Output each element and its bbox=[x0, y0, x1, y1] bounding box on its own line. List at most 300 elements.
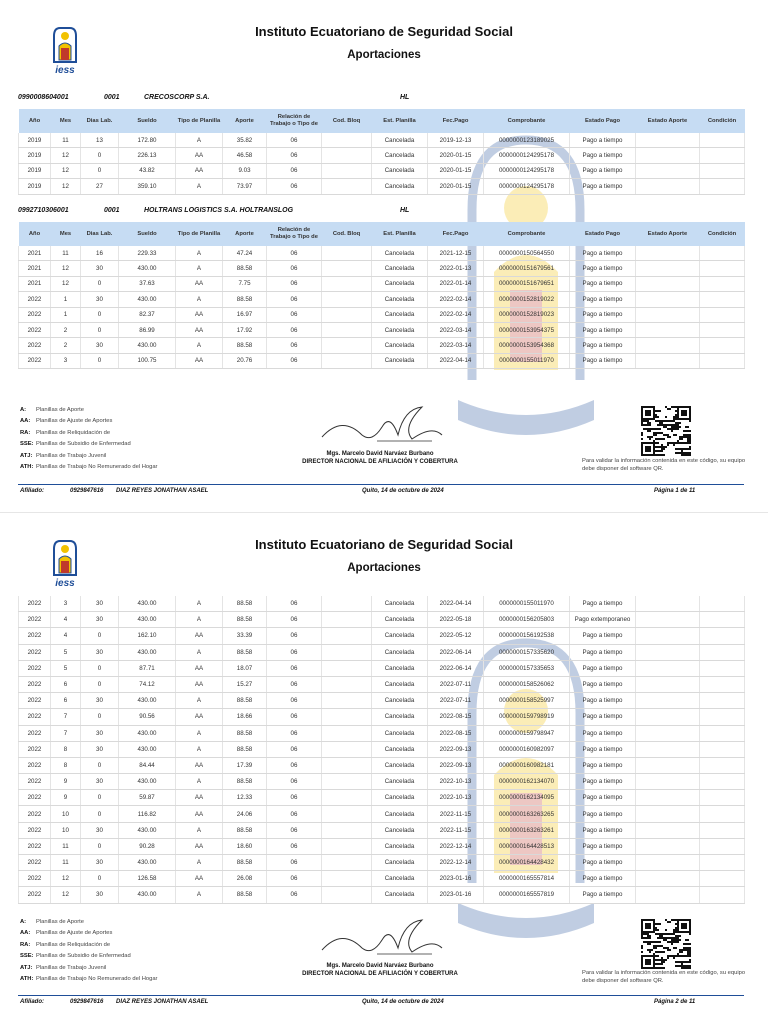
table-cell: 06 bbox=[267, 693, 322, 709]
table-cell: 2020-01-15 bbox=[428, 148, 484, 163]
table-cell: A bbox=[176, 292, 223, 307]
table-cell bbox=[700, 338, 745, 353]
table-cell: AA bbox=[176, 353, 223, 368]
table-cell: 430.00 bbox=[119, 644, 176, 660]
table-cell: 26.08 bbox=[223, 871, 267, 887]
table-cell: AA bbox=[176, 790, 223, 806]
table-cell: 0 bbox=[81, 757, 119, 773]
table-cell: 24.06 bbox=[223, 806, 267, 822]
table-cell bbox=[700, 163, 745, 178]
table-cell: 0 bbox=[81, 660, 119, 676]
table-cell: 12.33 bbox=[223, 790, 267, 806]
column-header: Año bbox=[19, 222, 51, 246]
table-cell: 30 bbox=[81, 887, 119, 903]
table-cell: AA bbox=[176, 628, 223, 644]
table-cell: 06 bbox=[267, 261, 322, 276]
table-cell: 06 bbox=[267, 855, 322, 871]
table-cell: 100.75 bbox=[119, 353, 176, 368]
table-cell: 74.12 bbox=[119, 676, 176, 692]
table-cell bbox=[322, 133, 372, 148]
column-header: Estado Pago bbox=[570, 222, 636, 246]
table-cell: AA bbox=[176, 871, 223, 887]
table-cell: 2022 bbox=[19, 822, 51, 838]
table-cell: 0000000124295178 bbox=[484, 163, 570, 178]
table-cell: A bbox=[176, 338, 223, 353]
table-cell: 0000000165557819 bbox=[484, 887, 570, 903]
logo-text: iess bbox=[55, 578, 75, 589]
table-cell bbox=[322, 790, 372, 806]
table-cell bbox=[322, 871, 372, 887]
table-cell: 2022-04-14 bbox=[428, 596, 484, 612]
table-cell: Pago a tiempo bbox=[570, 838, 636, 854]
table-cell bbox=[322, 628, 372, 644]
table-cell bbox=[700, 246, 745, 261]
table-cell: 2019 bbox=[19, 163, 51, 178]
signer-role: DIRECTOR NACIONAL DE AFILIACIÓN Y COBERTURA bbox=[302, 458, 458, 465]
table-cell: 2020-01-15 bbox=[428, 179, 484, 194]
table-cell: 06 bbox=[267, 790, 322, 806]
table-cell: 2019 bbox=[19, 148, 51, 163]
table-cell: 359.10 bbox=[119, 179, 176, 194]
table-cell: 90.56 bbox=[119, 709, 176, 725]
table-cell: 2022-12-14 bbox=[428, 838, 484, 854]
legend-item bbox=[20, 439, 157, 450]
table-cell bbox=[636, 887, 700, 903]
table-cell: 430.00 bbox=[119, 855, 176, 871]
employer-type: HL bbox=[400, 207, 410, 214]
table-row bbox=[19, 790, 745, 806]
table-cell: 0 bbox=[81, 676, 119, 692]
table-cell: Cancelada bbox=[372, 276, 428, 291]
table-cell: 30 bbox=[81, 725, 119, 741]
table-cell: Pago a tiempo bbox=[570, 660, 636, 676]
table-cell: 06 bbox=[267, 353, 322, 368]
footer-cedula: 0929847616 bbox=[70, 999, 104, 1005]
table-cell bbox=[700, 644, 745, 660]
report-title: Aportaciones bbox=[347, 562, 421, 574]
table-cell: 0000000163263265 bbox=[484, 806, 570, 822]
legend-item bbox=[20, 405, 157, 416]
column-header: Comprobante bbox=[484, 222, 570, 246]
table-cell: 88.58 bbox=[223, 887, 267, 903]
legend-key: RA: bbox=[20, 429, 31, 436]
table-cell: 0 bbox=[81, 163, 119, 178]
table-cell: 88.58 bbox=[223, 612, 267, 628]
table-row bbox=[19, 322, 745, 337]
table-cell: 06 bbox=[267, 838, 322, 854]
table-row bbox=[19, 838, 745, 854]
table-cell: 2022 bbox=[19, 838, 51, 854]
table-cell: 2022-06-14 bbox=[428, 660, 484, 676]
legend-item bbox=[20, 428, 157, 439]
qr-code-icon bbox=[641, 919, 691, 969]
table-cell bbox=[322, 725, 372, 741]
table-cell: 2022-07-11 bbox=[428, 676, 484, 692]
table-cell bbox=[636, 790, 700, 806]
legend-item bbox=[20, 940, 157, 951]
employer-code: 0001 bbox=[104, 207, 120, 214]
table-cell: 0000000164428513 bbox=[484, 838, 570, 854]
table-cell: AA bbox=[176, 322, 223, 337]
table-cell: 18.60 bbox=[223, 838, 267, 854]
table-cell: 0 bbox=[81, 353, 119, 368]
table-cell: Pago a tiempo bbox=[570, 353, 636, 368]
table-cell bbox=[700, 725, 745, 741]
table-cell: 430.00 bbox=[119, 741, 176, 757]
table-cell: 2022 bbox=[19, 353, 51, 368]
table-cell: Pago a tiempo bbox=[570, 276, 636, 291]
table-cell bbox=[700, 660, 745, 676]
table-cell: 2022 bbox=[19, 693, 51, 709]
table-cell: 82.37 bbox=[119, 307, 176, 322]
table-cell: 2022 bbox=[19, 887, 51, 903]
table-cell: Cancelada bbox=[372, 806, 428, 822]
table-row bbox=[19, 725, 745, 741]
table-cell: 88.58 bbox=[223, 644, 267, 660]
signature-image bbox=[282, 918, 478, 958]
table-cell: 0000000153954375 bbox=[484, 322, 570, 337]
table-cell: 2022-08-15 bbox=[428, 709, 484, 725]
table-cell bbox=[322, 276, 372, 291]
table-cell: 0000000157335620 bbox=[484, 644, 570, 660]
table-cell: 4 bbox=[51, 612, 81, 628]
table-cell: AA bbox=[176, 307, 223, 322]
table-cell: 2023-01-16 bbox=[428, 887, 484, 903]
table-cell: 2022 bbox=[19, 757, 51, 773]
table-cell: 06 bbox=[267, 628, 322, 644]
table-cell: 2021 bbox=[19, 276, 51, 291]
logo-text: iess bbox=[55, 65, 75, 76]
signature-block bbox=[240, 451, 520, 466]
table-cell: Pago a tiempo bbox=[570, 709, 636, 725]
table-cell: 2022-09-13 bbox=[428, 757, 484, 773]
table-cell: 430.00 bbox=[119, 887, 176, 903]
qr-instructions: Para validar la información contenida en este código, su equipo debe disponer del software QR. bbox=[582, 458, 746, 472]
table-cell: 116.82 bbox=[119, 806, 176, 822]
table-row bbox=[19, 644, 745, 660]
legend-key: SSE: bbox=[20, 953, 34, 960]
table-cell: 2 bbox=[51, 338, 81, 353]
table-cell: A bbox=[176, 246, 223, 261]
table-cell: 2022-10-13 bbox=[428, 790, 484, 806]
table-cell: 73.97 bbox=[223, 179, 267, 194]
table-cell: 30 bbox=[81, 774, 119, 790]
table-cell: 1 bbox=[51, 292, 81, 307]
column-header: Relación de Trabajo o Tipo de bbox=[267, 109, 322, 133]
table-cell: Pago a tiempo bbox=[570, 338, 636, 353]
table-cell: 229.33 bbox=[119, 246, 176, 261]
table-cell: Pago a tiempo bbox=[570, 790, 636, 806]
table-cell: 430.00 bbox=[119, 725, 176, 741]
table-row bbox=[19, 757, 745, 773]
table-cell: 1 bbox=[51, 307, 81, 322]
table-cell bbox=[636, 644, 700, 660]
table-cell: Cancelada bbox=[372, 709, 428, 725]
table-cell: 0000000160982181 bbox=[484, 757, 570, 773]
table-cell: 0000000165557814 bbox=[484, 871, 570, 887]
table-cell: Pago a tiempo bbox=[570, 741, 636, 757]
table-cell bbox=[636, 757, 700, 773]
table-cell bbox=[322, 660, 372, 676]
table-cell: 6 bbox=[51, 676, 81, 692]
table-cell: 12 bbox=[51, 179, 81, 194]
table-cell bbox=[636, 871, 700, 887]
table-cell bbox=[322, 292, 372, 307]
table-cell: 88.58 bbox=[223, 292, 267, 307]
employer-header bbox=[18, 94, 744, 106]
table-cell bbox=[322, 855, 372, 871]
table-cell: 30 bbox=[81, 338, 119, 353]
page-footer bbox=[18, 995, 744, 1010]
table-cell bbox=[700, 307, 745, 322]
table-cell: 4 bbox=[51, 628, 81, 644]
legend-text: Planillas de Aporte bbox=[36, 919, 85, 925]
legend bbox=[20, 917, 157, 985]
table-cell: Cancelada bbox=[372, 725, 428, 741]
table-cell: 0000000156205803 bbox=[484, 612, 570, 628]
table-cell: 06 bbox=[267, 644, 322, 660]
table-cell: 2022 bbox=[19, 596, 51, 612]
table-cell bbox=[700, 838, 745, 854]
legend-item bbox=[20, 951, 157, 962]
table-cell: 30 bbox=[81, 741, 119, 757]
table-cell: 7.75 bbox=[223, 276, 267, 291]
column-header: Año bbox=[19, 109, 51, 133]
table-cell: 16 bbox=[81, 246, 119, 261]
table-cell: 2022 bbox=[19, 307, 51, 322]
table-cell bbox=[636, 261, 700, 276]
table-cell: Cancelada bbox=[372, 644, 428, 660]
table-cell bbox=[636, 133, 700, 148]
table-cell: 2022 bbox=[19, 338, 51, 353]
footer-affiliate-name: DIAZ REYES JONATHAN ASAEL bbox=[116, 488, 209, 494]
table-cell: A bbox=[176, 725, 223, 741]
table-cell: 2023-01-16 bbox=[428, 871, 484, 887]
table-cell: Pago a tiempo bbox=[570, 163, 636, 178]
table-cell: Cancelada bbox=[372, 246, 428, 261]
table-cell: 30 bbox=[81, 855, 119, 871]
table-cell: A bbox=[176, 774, 223, 790]
table-cell bbox=[700, 709, 745, 725]
table-cell: 0000000159798919 bbox=[484, 709, 570, 725]
signature-block bbox=[240, 963, 520, 978]
table-cell bbox=[322, 179, 372, 194]
table-cell: Cancelada bbox=[372, 660, 428, 676]
table-cell: 0000000158525997 bbox=[484, 693, 570, 709]
table-cell: Cancelada bbox=[372, 353, 428, 368]
legend-text: Planillas de Trabajo No Remunerado del Hogar bbox=[36, 976, 158, 983]
table-cell bbox=[322, 822, 372, 838]
qr-code-icon bbox=[641, 406, 691, 456]
table-cell: A bbox=[176, 887, 223, 903]
legend bbox=[20, 405, 157, 473]
table-cell: 35.82 bbox=[223, 133, 267, 148]
table-cell: 2022-03-14 bbox=[428, 338, 484, 353]
table-cell bbox=[322, 261, 372, 276]
table-cell: 06 bbox=[267, 307, 322, 322]
table-cell bbox=[636, 292, 700, 307]
table-cell bbox=[322, 596, 372, 612]
table-cell bbox=[636, 628, 700, 644]
table-cell: 43.82 bbox=[119, 163, 176, 178]
table-cell: 06 bbox=[267, 148, 322, 163]
table-cell: 0 bbox=[81, 838, 119, 854]
table-cell bbox=[322, 676, 372, 692]
table-cell bbox=[322, 887, 372, 903]
table-cell: AA bbox=[176, 148, 223, 163]
table-cell: 226.13 bbox=[119, 148, 176, 163]
table-cell bbox=[700, 757, 745, 773]
table-row bbox=[19, 353, 745, 368]
table-cell: 2022-08-15 bbox=[428, 725, 484, 741]
table-cell: 0000000152819022 bbox=[484, 292, 570, 307]
table-cell bbox=[322, 838, 372, 854]
table-cell bbox=[322, 741, 372, 757]
table-cell: 9 bbox=[51, 790, 81, 806]
column-header: Condición bbox=[700, 222, 745, 246]
table-cell bbox=[322, 322, 372, 337]
table-cell: Cancelada bbox=[372, 757, 428, 773]
table-cell: Pago a tiempo bbox=[570, 596, 636, 612]
table-cell: 0 bbox=[81, 806, 119, 822]
legend-key: AA: bbox=[20, 930, 31, 937]
table-cell bbox=[322, 353, 372, 368]
legend-text: Planillas de Subsidio de Enfermedad bbox=[36, 953, 131, 960]
table-cell bbox=[636, 322, 700, 337]
table-cell: 12 bbox=[51, 871, 81, 887]
table-cell bbox=[636, 855, 700, 871]
legend-text: Planillas de Aporte bbox=[36, 407, 85, 413]
table-cell: 5 bbox=[51, 644, 81, 660]
table-cell: 47.24 bbox=[223, 246, 267, 261]
table-cell bbox=[700, 292, 745, 307]
table-cell bbox=[636, 353, 700, 368]
table-cell: Pago a tiempo bbox=[570, 774, 636, 790]
table-cell: 0 bbox=[81, 276, 119, 291]
table-row bbox=[19, 741, 745, 757]
table-cell: 12 bbox=[51, 261, 81, 276]
table-row bbox=[19, 693, 745, 709]
table-cell: 2022-05-18 bbox=[428, 612, 484, 628]
table-cell bbox=[322, 644, 372, 660]
column-header: Sueldo bbox=[119, 109, 176, 133]
table-cell bbox=[322, 612, 372, 628]
table-row bbox=[19, 148, 745, 163]
column-header: Est. Planilla bbox=[372, 109, 428, 133]
legend-text: Planillas de Trabajo Juvenil bbox=[36, 452, 107, 459]
legend-text: Planillas de Reliquidación de bbox=[36, 941, 111, 948]
table-cell: 06 bbox=[267, 596, 322, 612]
page-number: Página 2 de 11 bbox=[654, 999, 696, 1005]
table-cell: Cancelada bbox=[372, 741, 428, 757]
table-cell: Pago a tiempo bbox=[570, 261, 636, 276]
legend-text: Planillas de Trabajo Juvenil bbox=[36, 964, 107, 971]
table-cell: 0000000155011970 bbox=[484, 596, 570, 612]
table-cell: 0000000124295178 bbox=[484, 148, 570, 163]
table-cell: 06 bbox=[267, 133, 322, 148]
table-cell: 06 bbox=[267, 822, 322, 838]
table-cell: 0 bbox=[81, 322, 119, 337]
table-cell: 88.58 bbox=[223, 693, 267, 709]
table-cell: AA bbox=[176, 757, 223, 773]
table-cell bbox=[322, 338, 372, 353]
table-cell bbox=[636, 179, 700, 194]
table-cell: Pago a tiempo bbox=[570, 179, 636, 194]
table-cell: 0 bbox=[81, 709, 119, 725]
table-row bbox=[19, 806, 745, 822]
table-cell: 15.27 bbox=[223, 676, 267, 692]
table-cell: 88.58 bbox=[223, 741, 267, 757]
table-cell: 06 bbox=[267, 338, 322, 353]
table-cell: 0000000163263261 bbox=[484, 822, 570, 838]
employer-type: HL bbox=[400, 94, 410, 101]
legend-key: ATH: bbox=[20, 976, 34, 983]
table-cell: 90.28 bbox=[119, 838, 176, 854]
table-cell: 06 bbox=[267, 292, 322, 307]
table-cell: 10 bbox=[51, 806, 81, 822]
table-cell: 2019 bbox=[19, 133, 51, 148]
table-cell: 8 bbox=[51, 757, 81, 773]
table-cell: A bbox=[176, 693, 223, 709]
table-cell: 0 bbox=[81, 307, 119, 322]
table-cell: 2022-03-14 bbox=[428, 322, 484, 337]
table-cell: AA bbox=[176, 806, 223, 822]
table-cell: Pago a tiempo bbox=[570, 806, 636, 822]
table-cell: 2022 bbox=[19, 725, 51, 741]
legend-key: AA: bbox=[20, 418, 31, 425]
table-cell bbox=[636, 741, 700, 757]
table-cell bbox=[636, 660, 700, 676]
table-cell: 6 bbox=[51, 693, 81, 709]
table-cell: Cancelada bbox=[372, 774, 428, 790]
table-row bbox=[19, 179, 745, 194]
table-cell: Cancelada bbox=[372, 148, 428, 163]
table-cell: 0000000124295178 bbox=[484, 179, 570, 194]
table-cell: Pago a tiempo bbox=[570, 871, 636, 887]
table-row bbox=[19, 246, 745, 261]
legend-key: ATJ: bbox=[20, 452, 33, 459]
table-cell: AA bbox=[176, 276, 223, 291]
table-cell: 9 bbox=[51, 774, 81, 790]
contributions-table-2 bbox=[18, 222, 745, 369]
table-cell: 0000000157335653 bbox=[484, 660, 570, 676]
institution-title: Instituto Ecuatoriano de Seguridad Social bbox=[255, 537, 513, 552]
legend-item bbox=[20, 928, 157, 939]
footer-affiliate-name: DIAZ REYES JONATHAN ASAEL bbox=[116, 999, 209, 1005]
table-cell bbox=[700, 148, 745, 163]
table-cell bbox=[322, 163, 372, 178]
table-cell: 430.00 bbox=[119, 774, 176, 790]
table-cell: 17.39 bbox=[223, 757, 267, 773]
table-cell: 3 bbox=[51, 596, 81, 612]
table-cell bbox=[636, 709, 700, 725]
table-cell: Cancelada bbox=[372, 871, 428, 887]
table-cell: 2021 bbox=[19, 261, 51, 276]
table-cell: 0 bbox=[81, 871, 119, 887]
table-cell: 30 bbox=[81, 292, 119, 307]
qr-instructions: Para validar la información contenida en este código, su equipo debe disponer del software QR. bbox=[582, 970, 746, 984]
table-cell: Cancelada bbox=[372, 261, 428, 276]
table-cell: 172.80 bbox=[119, 133, 176, 148]
table-cell bbox=[700, 133, 745, 148]
legend-item bbox=[20, 974, 157, 985]
table-cell: 430.00 bbox=[119, 822, 176, 838]
table-cell: 11 bbox=[51, 838, 81, 854]
table-cell: 5 bbox=[51, 660, 81, 676]
column-header: Condición bbox=[700, 109, 745, 133]
table-cell: 06 bbox=[267, 725, 322, 741]
table-cell: Pago a tiempo bbox=[570, 148, 636, 163]
